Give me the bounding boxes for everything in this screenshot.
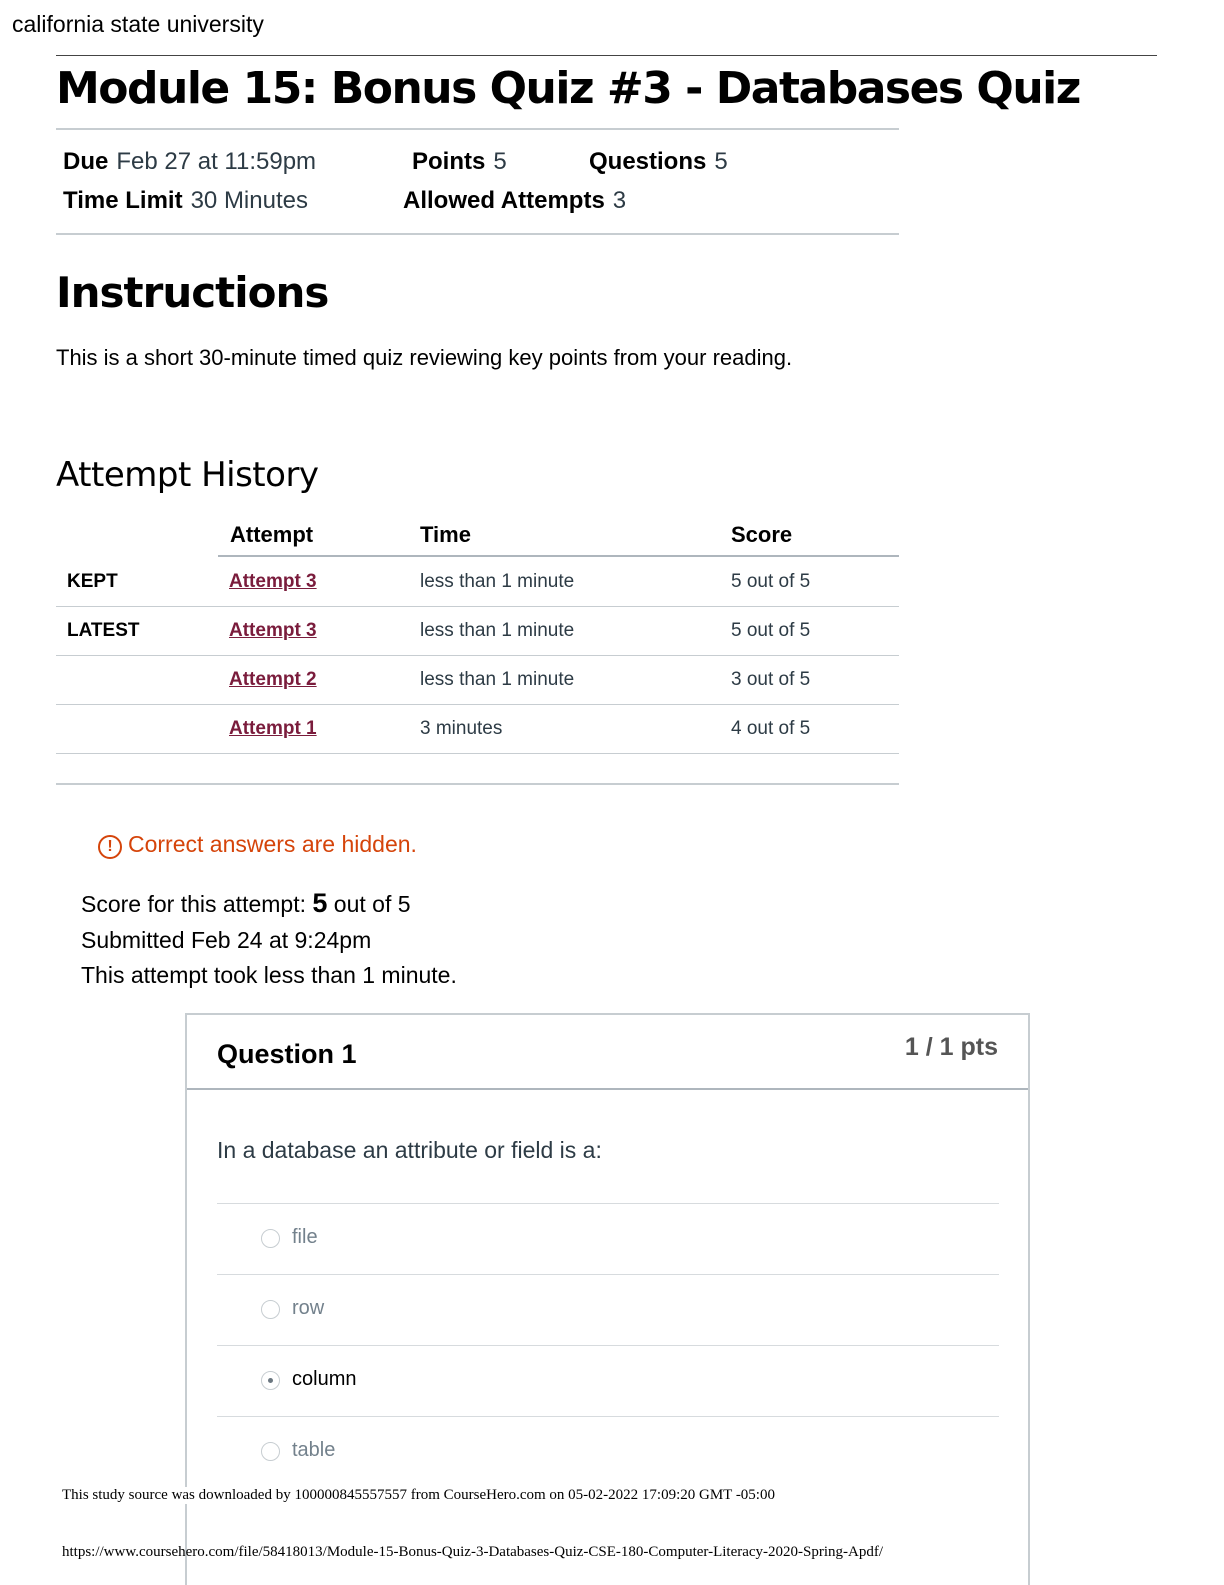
column-header-time: Time (420, 522, 471, 547)
answer-option[interactable] (217, 1203, 999, 1274)
answer-label: column (292, 1368, 357, 1390)
notice-text: Correct answers are hidden. (128, 831, 417, 857)
answer-option[interactable] (217, 1345, 999, 1416)
attempt-link[interactable]: Attempt 1 (229, 718, 317, 739)
attempt-duration: This attempt took less than 1 minute. (81, 962, 457, 988)
answer-label: row (292, 1297, 325, 1319)
attempt-time: less than 1 minute (420, 669, 575, 690)
due-label: Due (63, 148, 109, 175)
time-limit-info (63, 187, 308, 215)
table-row (56, 606, 899, 656)
radio-button[interactable] (261, 1300, 280, 1319)
attempt-link[interactable]: Attempt 2 (229, 669, 317, 690)
instructions-text: This is a short 30-minute timed quiz reviewing key points from your reading. (56, 345, 793, 370)
question-title: Question 1 (217, 1039, 357, 1069)
attempt-score-line (81, 888, 411, 919)
score-suffix: out of 5 (333, 891, 411, 917)
points-value: 5 (493, 148, 507, 175)
points-info (412, 148, 507, 176)
submitted-time: Submitted Feb 24 at 9:24pm (81, 927, 372, 953)
answer-option[interactable] (217, 1274, 999, 1345)
time-limit-label: Time Limit (63, 187, 183, 214)
score-value: 5 (312, 888, 328, 918)
source-url: https://www.coursehero.com/file/58418013/Module-15-Bonus-Quiz-3-Databases-Quiz-CSE-180-Computer-Literacy-2020-Spring-Apdf/ (62, 1544, 884, 1560)
answer-label: file (292, 1226, 318, 1248)
meta-divider (56, 233, 899, 235)
quiz-title: Module 15: Bonus Quiz #3 - Databases Quiz (56, 63, 1080, 114)
answer-option[interactable] (217, 1416, 999, 1487)
questions-info (589, 148, 728, 176)
allowed-attempts-info (403, 187, 626, 215)
warning-circle-icon: ! (98, 835, 122, 859)
question-text: In a database an attribute or field is a: (217, 1137, 602, 1163)
table-row (56, 655, 899, 705)
attempt-link[interactable]: Attempt 3 (229, 620, 317, 641)
score-prefix: Score for this attempt: (81, 891, 306, 917)
download-source-notice: This study source was downloaded by 100000845557557 from CourseHero.com on 05-02-2022 17:09:20 GMT -05:00 (62, 1487, 779, 1504)
answer-label: table (292, 1439, 336, 1461)
attempt-time: less than 1 minute (420, 620, 575, 641)
attempt-history-heading: Attempt History (56, 455, 319, 495)
table-row (56, 557, 899, 607)
row-tag: LATEST (67, 620, 140, 641)
questions-label: Questions (589, 148, 707, 175)
column-header-attempt: Attempt (230, 522, 314, 547)
attempt-score: 4 out of 5 (731, 718, 811, 739)
radio-button[interactable] (261, 1229, 280, 1248)
question-header (187, 1015, 1028, 1090)
institution-header: california state university (12, 11, 264, 37)
attempt-score: 5 out of 5 (731, 620, 811, 641)
points-label: Points (412, 148, 486, 175)
title-divider (56, 128, 899, 130)
instructions-heading: Instructions (56, 268, 329, 317)
attempt-time: 3 minutes (420, 718, 503, 739)
allowed-attempts-value: 3 (612, 187, 627, 214)
table-row (56, 704, 899, 754)
question-points: 1 / 1 pts (904, 1033, 998, 1061)
correct-answers-hidden-notice (98, 831, 417, 859)
due-info (63, 148, 316, 176)
column-header-score: Score (731, 522, 793, 547)
questions-value: 5 (714, 148, 728, 175)
attempt-link[interactable]: Attempt 3 (229, 571, 317, 592)
header-divider (56, 55, 1157, 56)
attempt-score: 3 out of 5 (731, 669, 811, 690)
history-divider (56, 783, 899, 785)
attempt-time: less than 1 minute (420, 571, 575, 592)
attempt-score: 5 out of 5 (731, 571, 811, 592)
radio-button[interactable] (261, 1442, 280, 1461)
radio-button-selected[interactable] (261, 1371, 280, 1390)
allowed-attempts-label: Allowed Attempts (403, 187, 605, 214)
row-tag: KEPT (67, 571, 118, 592)
due-value: Feb 27 at 11:59pm (116, 148, 317, 175)
time-limit-value: 30 Minutes (190, 187, 308, 214)
